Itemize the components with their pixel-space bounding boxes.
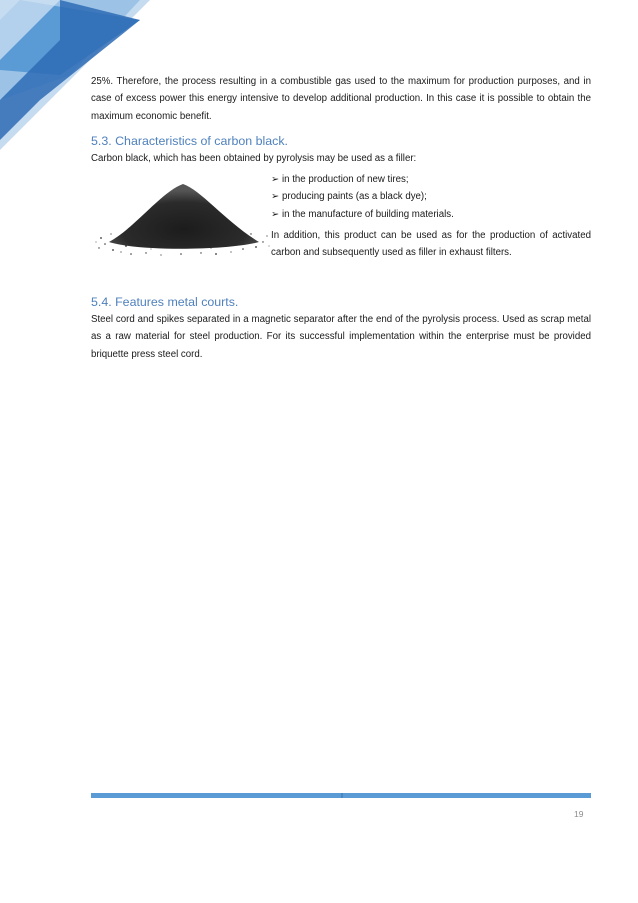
footer-rule: [91, 793, 591, 798]
list-item: ➢ in the manufacture of building materials.: [271, 206, 454, 223]
list-item: ➢ producing paints (as a black dye);: [271, 188, 454, 205]
section-5-3-addition: In addition, this product can be used as for the production of activated carbon and subsequently used as filler in exhaust filters.: [271, 230, 591, 259]
arrow-bullet-icon: ➢: [271, 208, 280, 220]
arrow-bullet-icon: ➢: [271, 174, 280, 185]
section-5-3-intro: Carbon black, which has been obtained by pyrolysis may be used as a filler:: [91, 153, 417, 164]
page-number: 19: [574, 809, 584, 819]
list-item: ➢ in the production of new tires;: [271, 171, 454, 188]
arrow-bullet-icon: ➢: [271, 191, 280, 203]
carbon-black-pile-image: [91, 172, 273, 258]
intro-paragraph: 25%. Therefore, the process resulting in a combustible gas used to the maximum for production purposes, and in case of excess power this energy intensive to develop additional production. In this case it is possible to obtain the maximum economic benefit.: [91, 76, 591, 122]
uses-list: [271, 171, 454, 223]
section-heading-5-3: 5.3. Characteristics of carbon black.: [91, 134, 288, 148]
section-heading-5-4: 5.4. Features metal courts.: [91, 295, 239, 309]
section-5-4-paragraph: Steel cord and spikes separated in a magnetic separator after the end of the pyrolysis process. Used as scrap metal as a raw material for steel production. For its successful implementation within the enterprise must be provided briquette press steel cord.: [91, 314, 591, 360]
